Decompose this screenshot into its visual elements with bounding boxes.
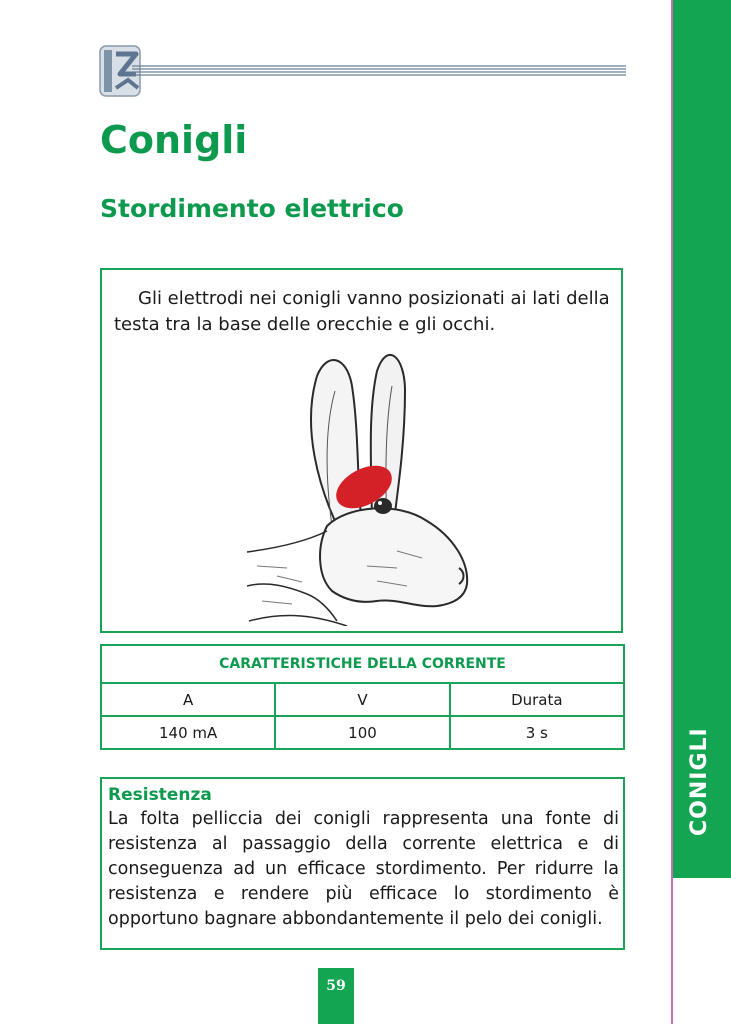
side-tab-label: CONIGLI (687, 727, 712, 836)
intro-text: Gli elettrodi nei conigli vanno posizionati ai lati della testa tra la base delle orecchie e gli occhi. (114, 288, 610, 335)
page-number-box (318, 968, 354, 1024)
side-tab (671, 0, 731, 1024)
side-tab-rule (671, 0, 673, 1024)
page-number: 59 (326, 978, 346, 994)
value-durata: 3 s (450, 716, 624, 749)
resistenza-text: La folta pelliccia dei conigli rappresenta una fonte di resistenza al passaggio della corrente elettrica e di conseguenza ad un efficace stordimento. Per ridurre la resistenza e rendere più efficace lo stordimento è opportuno bagnare abbondantemente il pelo dei conigli. (108, 809, 619, 929)
value-volt: 100 (275, 716, 449, 749)
intro-box (100, 268, 623, 633)
header-volt: V (275, 683, 449, 716)
header-ampere: A (101, 683, 275, 716)
current-characteristics-table (100, 644, 625, 750)
page-title: Conigli (100, 118, 248, 162)
table-row (101, 716, 624, 749)
table-header-row (101, 683, 624, 716)
table-caption: CARATTERISTICHE DELLA CORRENTE (101, 645, 624, 683)
resistenza-box (100, 777, 625, 950)
header-rule (132, 64, 626, 78)
rabbit-head-illustration (247, 336, 477, 626)
header-durata: Durata (450, 683, 624, 716)
value-ampere: 140 mA (101, 716, 275, 749)
section-title: Stordimento elettrico (100, 194, 404, 223)
resistenza-title: Resistenza (108, 785, 212, 805)
